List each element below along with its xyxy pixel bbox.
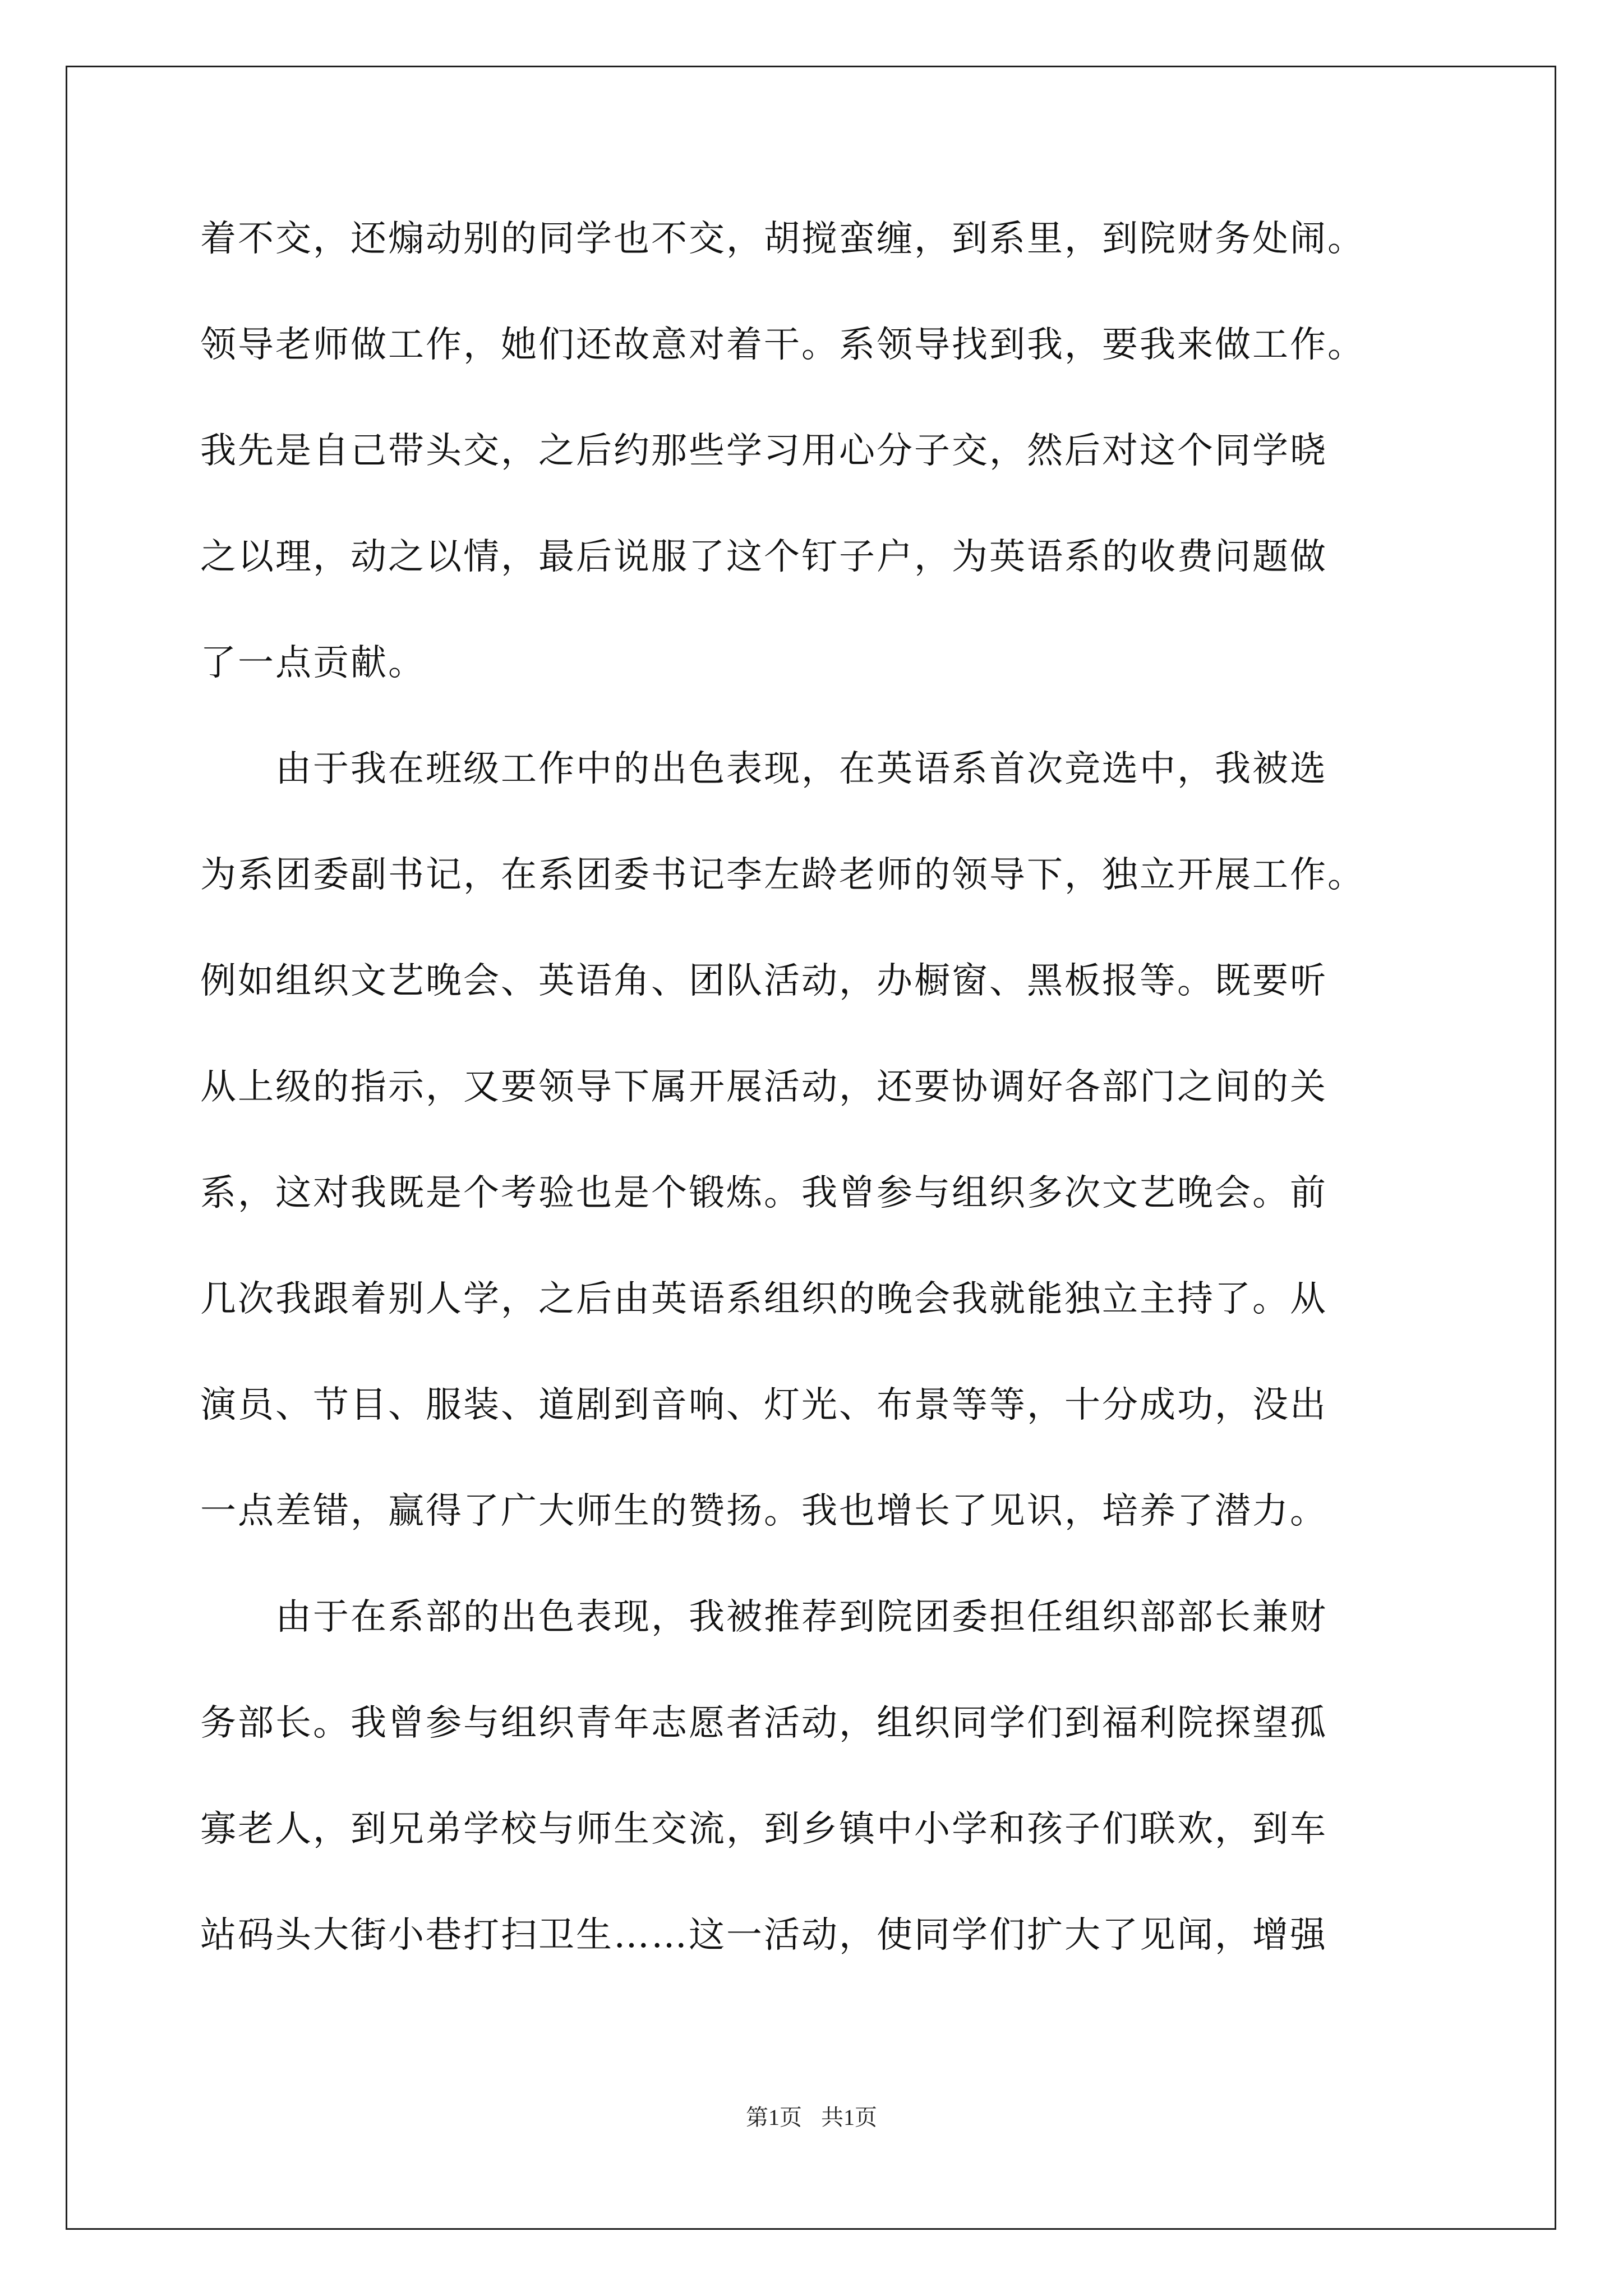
text-line: 寡老人，到兄弟学校与师生交流，到乡镇中小学和孩子们联欢，到车 [200, 1809, 1327, 1850]
text-line: 领导老师做工作，她们还故意对着干。系领导找到我，要我来做工作。 [200, 324, 1365, 366]
text-line: 一点差错，赢得了广大师生的赞扬。我也增长了见识，培养了潜力。 [200, 1490, 1327, 1532]
text-line: 了一点贡献。 [200, 642, 426, 684]
text-line: 演员、节目、服装、道剧到音响、灯光、布景等等，十分成功，没出 [200, 1384, 1327, 1426]
text-line: 站码头大街小巷打扫卫生……这一活动，使同学们扩大了见闻，增强 [200, 1915, 1327, 1956]
text-line: 之以理，动之以情，最后说服了这个钉子户，为英语系的收费问题做 [200, 536, 1327, 578]
text-line: 我先是自己带头交，之后约那些学习用心分子交，然后对这个同学晓 [200, 430, 1327, 472]
page-number: 第1页 [746, 2105, 802, 2130]
text-line: 从上级的指示，又要领导下属开展活动，还要协调好各部门之间的关 [200, 1066, 1327, 1108]
text-line: 着不交，还煽动别的同学也不交，胡搅蛮缠，到系里，到院财务处闹。 [200, 218, 1365, 260]
text-line: 例如组织文艺晚会、英语角、团队活动，办橱窗、黑板报等。既要听 [200, 960, 1327, 1002]
page-total: 共1页 [821, 2105, 877, 2130]
page-footer [0, 2101, 1623, 2134]
text-line: 几次我跟着别人学，之后由英语系组织的晚会我就能独立主持了。从 [200, 1278, 1327, 1320]
text-line: 务部长。我曾参与组织青年志愿者活动，组织同学们到福利院探望孤 [200, 1703, 1327, 1744]
text-line: 由于在系部的出色表现，我被推荐到院团委担任组织部部长兼财 [200, 1596, 1327, 1638]
text-line: 为系团委副书记，在系团委书记李左龄老师的领导下，独立开展工作。 [200, 854, 1365, 896]
text-line: 系，这对我既是个考验也是个锻炼。我曾参与组织多次文艺晚会。前 [200, 1172, 1327, 1214]
text-line: 由于我在班级工作中的出色表现，在英语系首次竞选中，我被选 [200, 748, 1327, 790]
